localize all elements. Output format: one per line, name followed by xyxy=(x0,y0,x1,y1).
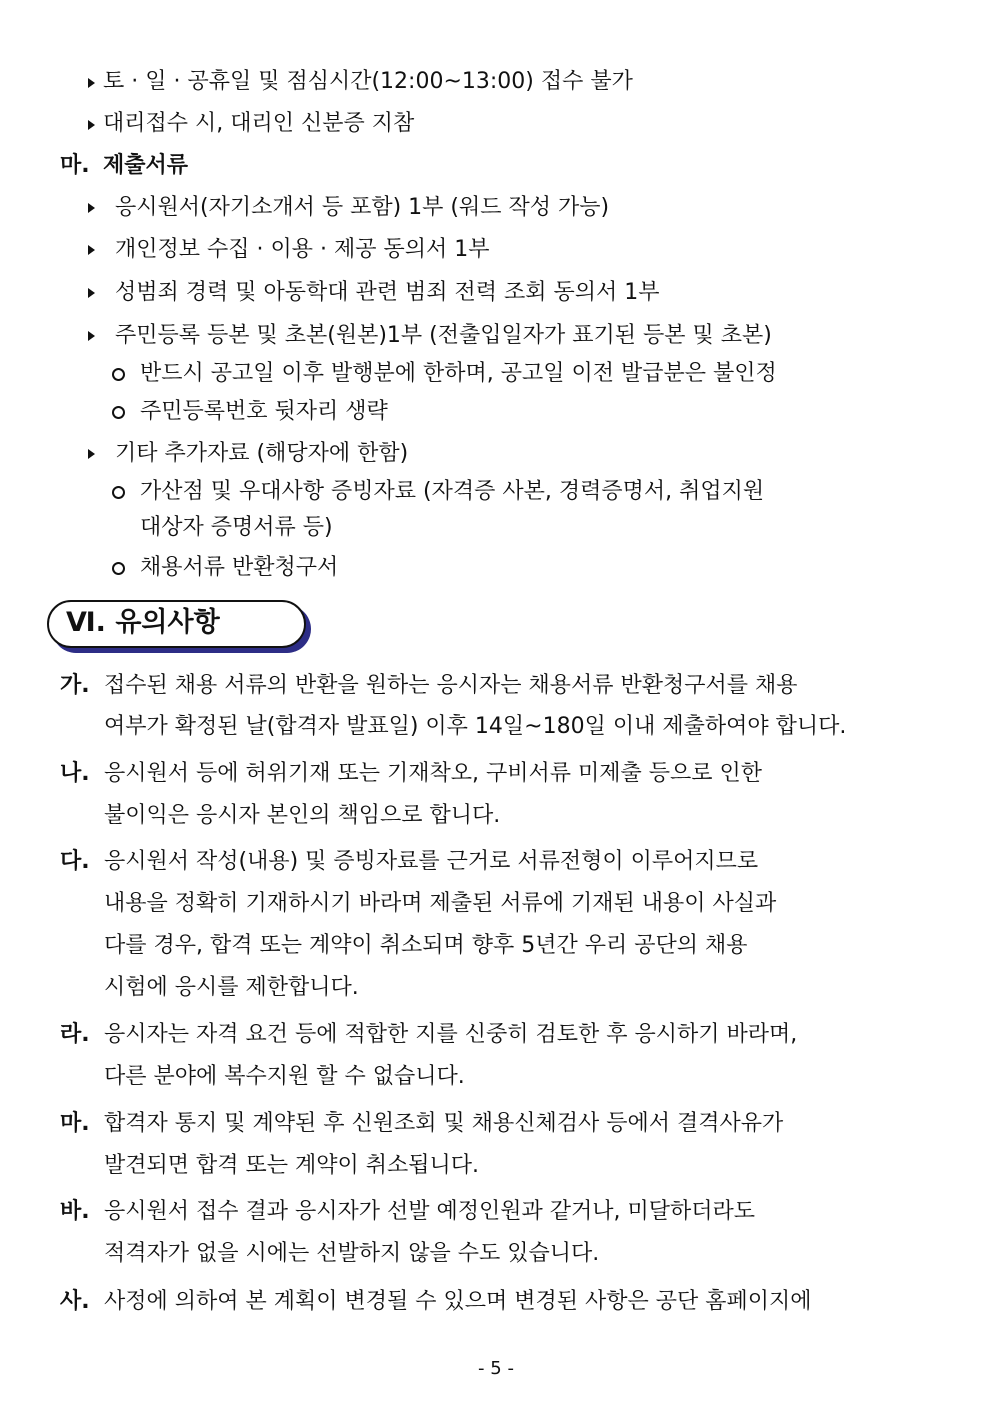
sub-bullet-circle-icon xyxy=(112,562,125,575)
section-marker: 마. xyxy=(60,153,90,178)
notice-marker: 사. xyxy=(60,1289,90,1314)
sub-item: 주민등록번호 뒷자리 생략 xyxy=(140,399,388,424)
notice-line: 내용을 정확히 기재하시기 바라며 제출된 서류에 기재된 내용이 사실과 xyxy=(104,891,777,916)
notice-line: 시험에 응시를 제한합니다. xyxy=(104,975,359,1000)
section-title: 제출서류 xyxy=(103,153,189,178)
notice-line: 응시자는 자격 요건 등에 적합한 지를 신중히 검토한 후 응시하기 바라며, xyxy=(104,1022,798,1047)
bullet-triangle-icon xyxy=(88,331,95,341)
notice-marker: 바. xyxy=(60,1199,90,1224)
bullet-triangle-icon xyxy=(88,245,95,255)
notice-line: 응시원서 작성(내용) 및 증빙자료를 근거로 서류전형이 이루어지므로 xyxy=(104,849,759,874)
notice-marker: 라. xyxy=(60,1022,90,1047)
submission-item: 성범죄 경력 및 아동학대 관련 범죄 전력 조회 동의서 1부 xyxy=(115,280,660,305)
bullet-triangle-icon xyxy=(88,120,95,130)
submission-item: 주민등록 등본 및 초본(원본)1부 (전출입일자가 표기된 등본 및 초본) xyxy=(115,323,772,348)
notice-line: 불이익은 응시자 본인의 책임으로 합니다. xyxy=(104,803,501,828)
notice-line: 접수된 채용 서류의 반환을 원하는 응시자는 채용서류 반환청구서를 채용 xyxy=(104,673,798,698)
notice-line: 합격자 통지 및 계약된 후 신원조회 및 채용신체검사 등에서 결격사유가 xyxy=(104,1111,784,1136)
submission-item: 응시원서(자기소개서 등 포함) 1부 (워드 작성 가능) xyxy=(115,195,610,220)
notice-line: 발견되면 합격 또는 계약이 취소됩니다. xyxy=(104,1153,479,1178)
bullet-triangle-icon xyxy=(88,78,95,88)
submission-item: 기타 추가자료 (해당자에 한함) xyxy=(115,441,409,466)
notice-line: 다를 경우, 합격 또는 계약이 취소되며 향후 5년간 우리 공단의 채용 xyxy=(104,933,748,958)
notice-line: 사정에 의하여 본 계획이 변경될 수 있으며 변경된 사항은 공단 홈페이지에 xyxy=(104,1289,812,1314)
notice-line: 응시원서 등에 허위기재 또는 기재착오, 구비서류 미제출 등으로 인한 xyxy=(104,761,762,786)
bullet-triangle-icon xyxy=(88,449,95,459)
notice-line: 다른 분야에 복수지원 할 수 없습니다. xyxy=(104,1064,465,1089)
section-heading: Ⅵ. 유의사항 xyxy=(66,607,220,638)
notice-line: 여부가 확정된 날(합격자 발표일) 이후 14일~180일 이내 제출하여야 합니다. xyxy=(104,714,847,739)
sub-bullet-circle-icon xyxy=(112,486,125,499)
bullet-triangle-icon xyxy=(88,203,95,213)
submission-item: 개인정보 수집 · 이용 · 제공 동의서 1부 xyxy=(115,237,490,262)
bullet-triangle-icon xyxy=(88,288,95,298)
sub-item: 가산점 및 우대사항 증빙자료 (자격증 사본, 경력증명서, 취업지원 xyxy=(140,479,765,504)
notice-marker: 나. xyxy=(60,761,90,786)
notice-line: 응시원서 접수 결과 응시자가 선발 예정인원과 같거나, 미달하더라도 xyxy=(104,1199,756,1224)
notice-marker: 다. xyxy=(60,849,90,874)
bullet-text: 토 · 일 · 공휴일 및 점심시간(12:00~13:00) 접수 불가 xyxy=(103,69,633,94)
notice-marker: 가. xyxy=(60,673,90,698)
notice-line: 적격자가 없을 시에는 선발하지 않을 수도 있습니다. xyxy=(104,1241,600,1266)
sub-item-continuation: 대상자 증명서류 등) xyxy=(140,515,333,540)
sub-bullet-circle-icon xyxy=(112,368,125,381)
page-number: - 5 - xyxy=(478,1358,514,1379)
bullet-text: 대리접수 시, 대리인 신분증 지참 xyxy=(103,111,415,136)
sub-item: 반드시 공고일 이후 발행분에 한하며, 공고일 이전 발급분은 불인정 xyxy=(140,361,777,386)
notice-marker: 마. xyxy=(60,1111,90,1136)
sub-bullet-circle-icon xyxy=(112,406,125,419)
sub-item: 채용서류 반환청구서 xyxy=(140,555,339,580)
